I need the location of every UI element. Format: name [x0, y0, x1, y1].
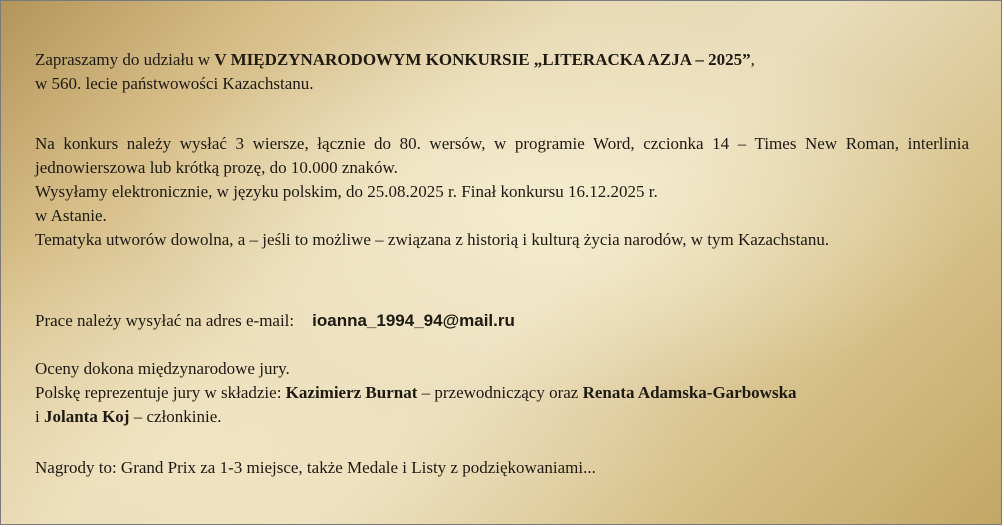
rules-sending-line-1: Wysyłamy elektronicznie, w języku polskim, do 25.08.2025 r. Finał konkursu 16.12.2025 r. — [35, 182, 658, 201]
intro-paragraph — [35, 48, 969, 96]
intro-suffix: , — [750, 50, 755, 69]
jury-chair-role: – przewodniczący oraz — [417, 383, 583, 402]
contact-label: Prace należy wysyłać na adres e-mail: — [35, 311, 295, 330]
jury-members-role: – członkinie. — [129, 407, 222, 426]
jury-member-1-name: Renata Adamska-Garbowska — [582, 383, 797, 402]
contact-email[interactable]: ioanna_1994_94@mail.ru — [312, 311, 515, 330]
intro-line-1 — [35, 48, 969, 72]
rules-sending-line-2: w Astanie. — [35, 206, 107, 225]
rules-paragraph — [35, 132, 969, 252]
contact-line — [35, 309, 969, 333]
prizes-text: Nagrody to: Grand Prix za 1-3 miejsce, także Medale i Listy z podziękowaniami... — [35, 458, 596, 477]
contest-name: V MIĘDZYNARODOWYM KONKURSIE „LITERACKA AZJA – 2025” — [214, 50, 751, 69]
jury-paragraph — [35, 357, 969, 429]
intro-line-2: w 560. lecie państwowości Kazachstanu. — [35, 74, 314, 93]
intro-prefix: Zapraszamy do udziału w — [35, 50, 215, 69]
jury-line-1: Oceny dokona międzynarodowe jury. — [35, 359, 290, 378]
jury-connector: i — [35, 407, 44, 426]
jury-composition — [35, 381, 969, 429]
prizes-paragraph — [35, 456, 969, 480]
jury-member-2-name: Jolanta Koj — [43, 407, 130, 426]
jury-chair-name: Kazimierz Burnat — [285, 383, 418, 402]
jury-intro: Polskę reprezentuje jury w składzie: — [35, 383, 286, 402]
rules-requirements: Na konkurs należy wysłać 3 wiersze, łącznie do 80. wersów, w programie Word, czcionka 14 – Times New Roman, interlinia jednowierszowa lub krótką prozę, do 10.000 znaków. — [35, 134, 969, 177]
rules-theme: Tematyka utworów dowolna, a – jeśli to możliwe – związana z historią i kulturą życia narodów, w tym Kazachstanu. — [35, 230, 830, 249]
